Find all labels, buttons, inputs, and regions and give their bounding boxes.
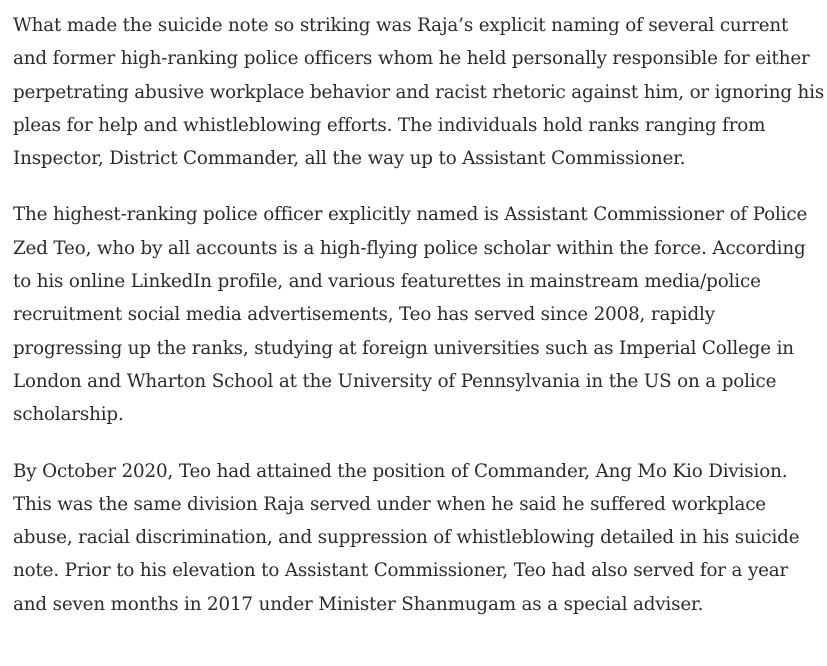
article-body — [13, 9, 825, 644]
paragraph-ang-mo-kio-division: By October 2020, Teo had attained the position of Commander, Ang Mo Kio Division. This was the same division Raja served under when he said he suffered workplace abuse, racial discrimination, and suppression of whistleblowing detailed in his suicide note. Prior to his elevation to Assistant Commissioner, Teo had also served for a year and seven months in 2017 under Minister Shanmugam as a special adviser. — [13, 460, 800, 615]
paragraph-suicide-note: What made the suicide note so striking was Raja’s explicit naming of several current and former high-ranking police officers whom he held personally responsible for either perpetrating abusive workplace behavior and racist rhetoric against him, or ignoring his pleas for help and whistleblowing efforts. The individuals hold ranks ranging from Inspector, District Commander, all the way up to Assistant Commissioner. — [13, 15, 825, 170]
paragraph-highest-ranking-officer: The highest-ranking police officer explicitly named is Assistant Commissioner of Police Zed Teo, who by all accounts is a high-flying police scholar within the force. According to his online LinkedIn profile, and various featurettes in mainstream media/police recruitment social media advertisements, Teo has served since 2008, rapidly progressing up the ranks, studying at foreign universities such as Imperial College in London and Wharton School at the University of Pennsylvania in the US on a police scholarship. — [13, 204, 808, 426]
